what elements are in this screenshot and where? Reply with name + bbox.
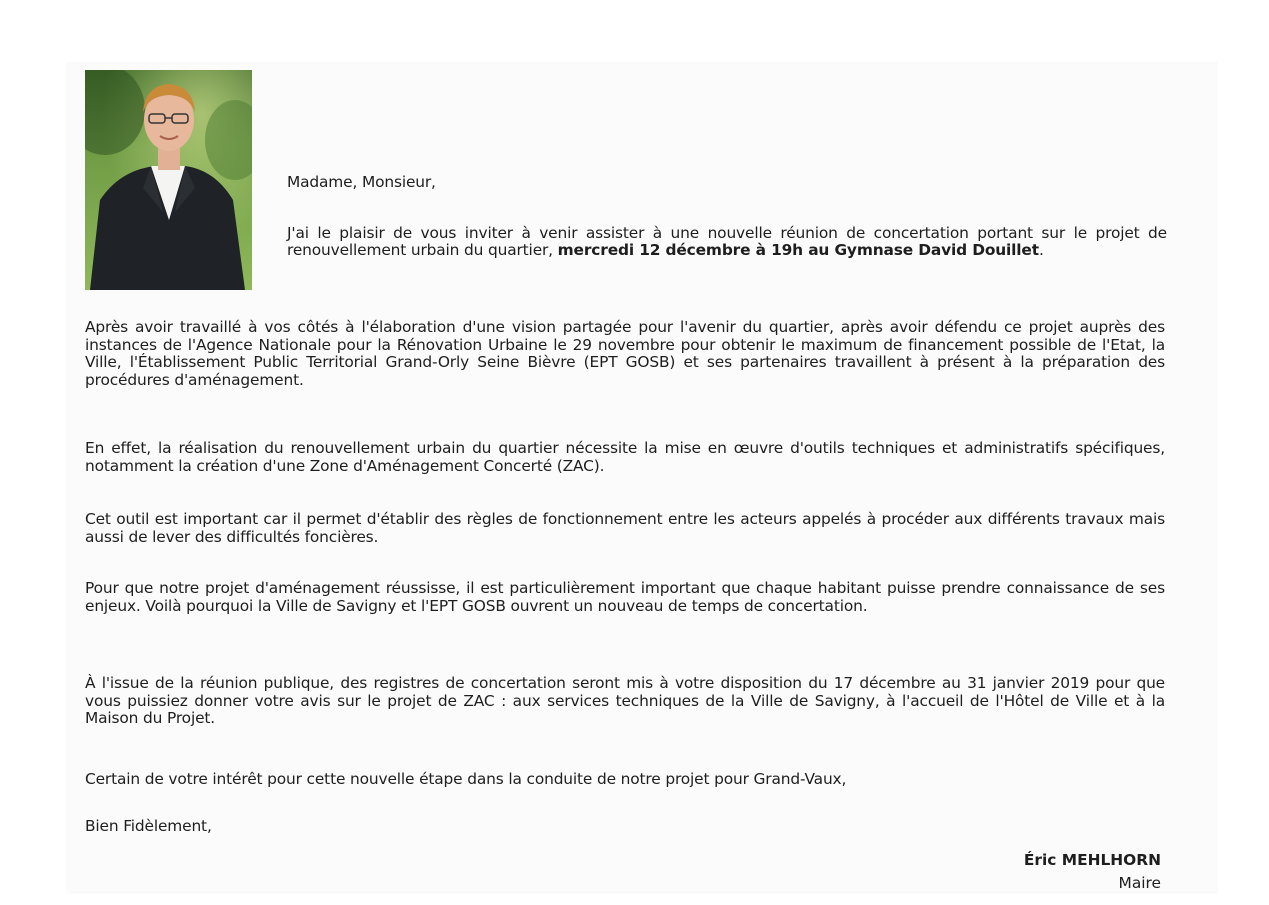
body-paragraph-3: Cet outil est important car il permet d'établir des règles de fonctionnement entre les acteurs appelés à procéder aux différents travaux mais aussi de lever des difficultés foncières. (85, 510, 1165, 546)
letter-intro (287, 174, 1167, 260)
signatory-name: Éric MEHLHORN (1023, 851, 1161, 869)
body-paragraph-1: Après avoir travaillé à vos côtés à l'élaboration d'une vision partagée pour l'avenir du quartier, après avoir défendu ce projet auprès des instances de l'Agence Nationale pour la Rénovation Urbaine le 29 novembre pour obtenir le maximum de financement possible de l'Etat, la Ville, l'Établissement Public Territorial Grand-Orly Seine Bièvre (EPT GOSB) et ses partenaires travaillent à présent à la préparation des procédures d'aménagement. (85, 318, 1165, 389)
body-paragraph-4: Pour que notre projet d'aménagement réussisse, il est particulièrement important que chaque habitant puisse prendre connaissance de ses enjeux. Voilà pourquoi la Ville de Savigny et l'EPT GOSB ouvrent un nouveau de temps de concertation. (85, 579, 1165, 615)
body-paragraph-5: À l'issue de la réunion publique, des registres de concertation seront mis à votre disposition du 17 décembre au 31 janvier 2019 pour que vous puissiez donner votre avis sur le projet de ZAC : aux services techniques de la Ville de Savigny, à l'accueil de l'Hôtel de Ville et à la Maison du Projet. (85, 674, 1165, 727)
signature-block (1024, 849, 1161, 895)
invitation-text: J'ai le plaisir de vous inviter à venir assister à une nouvelle réunion de concertation portant sur le projet de renouvellement urbain du quartier, (287, 223, 1167, 259)
invitation-end: . (1038, 241, 1044, 259)
greeting: Madame, Monsieur, (287, 173, 436, 191)
mayor-portrait-photo (85, 70, 252, 290)
signatory-title: Maire (1118, 874, 1161, 892)
sign-off: Bien Fidèlement, (85, 817, 212, 835)
invitation-paragraph (287, 225, 1167, 260)
meeting-date-location: mercredi 12 décembre à 19h au Gymnase David Douillet (557, 241, 1039, 259)
body-paragraph-2: En effet, la réalisation du renouvellement urbain du quartier nécessite la mise en œuvre d'outils techniques et administratifs spécifiques, notamment la création d'une Zone d'Aménagement Concerté (ZAC). (85, 439, 1165, 475)
closing-sentence: Certain de votre intérêt pour cette nouvelle étape dans la conduite de notre projet pour Grand-Vaux, (85, 770, 847, 788)
